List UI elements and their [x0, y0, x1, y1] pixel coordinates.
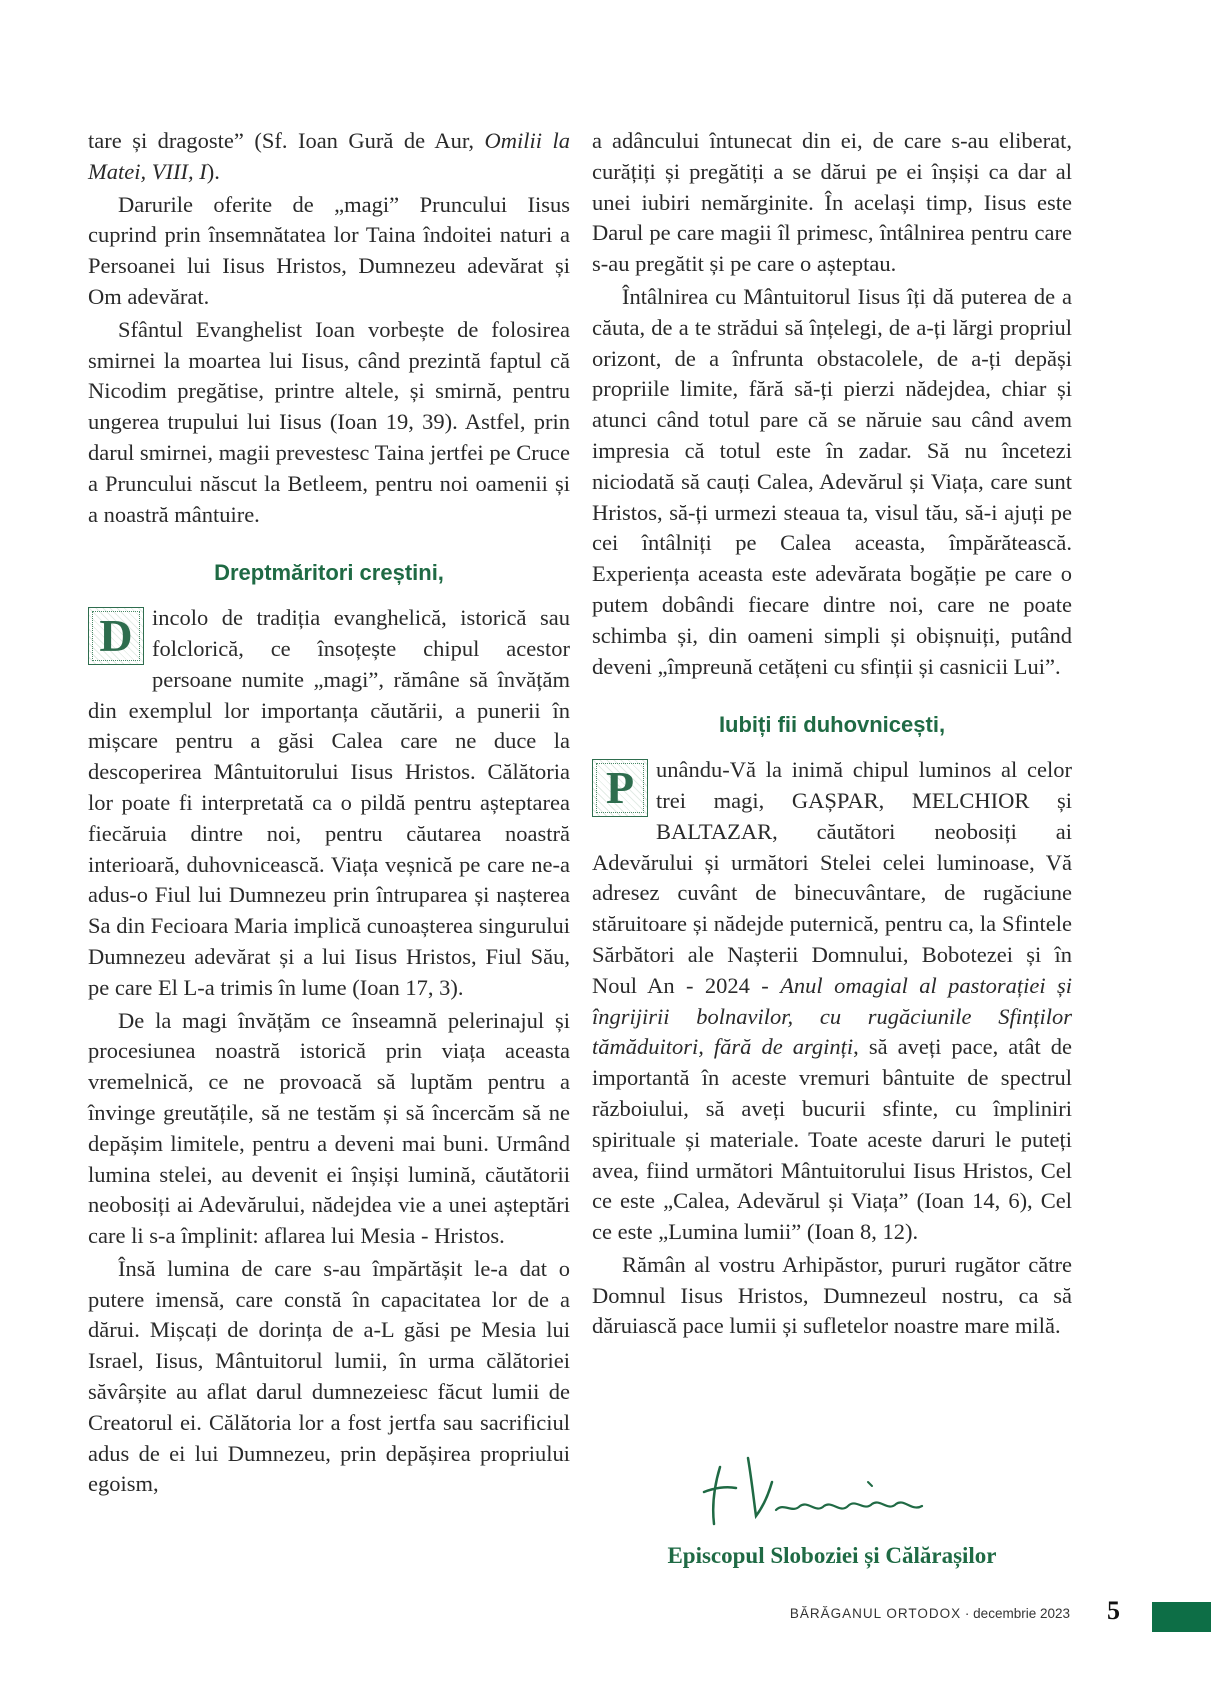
signer-title: Episcopul Sloboziei și Călărașilor [667, 1543, 997, 1568]
page-number: 5 [1107, 1596, 1120, 1625]
paragraph: De la magi învățăm ce înseamnă pelerinajul și procesiunea noastră istorică prin viața aceasta vremelnică, ce ne provoacă să luptăm pentru a învinge greutățile, să ne testăm și să încercăm să ne depășim limitele, pentru a deveni mai buni. Urmând lumina stelei, au devenit ei înșiși lumină, căutătorii neobosiți ai Adevărului, nădejdea vie a unei așteptări care li s-a împlinit: aflarea lui Mesia - Hristos. [88, 1007, 570, 1249]
handwritten-signature [700, 1452, 950, 1532]
paragraph: Însă lumina de care s-au împărtășit le-a dat o putere imensă, care constă în capacitatea lor de a dărui. Mișcați de dorința de a-L găsi pe Mesia lui Israel, Iisus, Mântuitorul lumii, în urma călătoriei săvârșite au aflat darul dumnezeiesc făcut lumii de Creatorul ei. Călătoria lor a fost jertfa sau sacrificiul adus de ei lui Dumnezeu, prin depășirea propriului egoism, [88, 1255, 570, 1497]
section-heading: Iubiți fii duhovnicești, [718, 712, 946, 738]
left-column [88, 126, 570, 1500]
footer-separator: · [961, 1606, 974, 1621]
paragraph: Întâlnirea cu Mântuitorul Iisus îți dă puterea de a căuta, de a te strădui să înțelegi, de a-ți lărgi propriul orizont, de a înfrunta obstacolele, de a-ți depăși propriile limite, fără să-ți pierzi nădejdea, chiar și atunci când totul pare că se năruie sau când avem impresia că totul este în zadar. Să nu încetezi niciodată să cauți Calea, Adevărul și Viața, care sunt Hristos, să-ți urmezi steaua ta, visul tău, să-i ajuți pe cei întâlniți pe Calea aceasta, împărătească. Experiența aceasta este adevărata bogăție pe care o putem dobândi fiecare dintre noi, care ne poate schimba și, din oameni simpli și obișnuiți, putând deveni „împreună cetățeni cu sfinții și casnicii Lui”. [592, 283, 1072, 679]
section-heading: Dreptmăritori creștini, [214, 560, 444, 586]
running-footer [700, 1606, 1070, 1621]
italic-phrase: Anul omagial al pastorației și îngrijirii bolnavilor, cu rugăciunile Sfinților tămăduitori, fără de arginți [592, 972, 1072, 1060]
footer-accent-bar [1152, 1602, 1211, 1632]
issue-date: decembrie 2023 [973, 1606, 1070, 1621]
paragraph: a adâncului întunecat din ei, de care s-au eliberat, curățiți și pregătiți a se dărui pe ei înșiși ca dar al unei iubiri nemărginite. În același timp, Iisus este Darul pe care magii îl primesc, întâlnirea pentru care s-au pregătit și pe care o așteptau. [592, 128, 1072, 277]
paragraph: Sfântul Evanghelist Ioan vorbește de folosirea smirnei la moartea lui Iisus, când prezintă faptul că Nicodim pregătise, printre altele, și smirnă, pentru ungerea trupului lui Iisus (Ioan 19, 39). Astfel, prin darul smirnei, magii prevestesc Taina jertfei pe Cruce a Pruncului născut la Betleem, pentru noi oamenii și a noastră mântuire. [88, 316, 570, 527]
paragraph: tare și dragoste” (Sf. Ioan Gură de Aur, Omilii la Matei, VIII, I). [88, 128, 570, 184]
right-column [592, 126, 1072, 1342]
drop-cap-initial: D [88, 607, 144, 665]
paragraph: P unându-Vă la inimă chipul luminos al celor trei magi, GAȘPAR, MELCHIOR și BALTAZAR, căutători neobosiți ai Adevărului și următori Stelei celei luminoase, Vă adresez cuvânt de binecuvântare, de rugăciune stăruitoare și nădejde puternică, pentru ca, la Sfintele Sărbători ale Nașterii Domnului, Bobotezei și în Noul An - 2024 - Anul omagial al pastorației și îngrijirii bolnavilor, cu rugăciunile Sfinților tămăduitori, fără de arginți, să aveți pace, atât de importantă în aceste vremuri bântuite de spectrul războiului, să aveți bucurii sfinte, cu împliniri spirituale și materiale. Toate aceste daruri le puteți avea, fiind următori Mântuitorului Iisus Hristos, Cel ce este „Calea, Adevărul și Viața” (Ioan 14, 6), Cel ce este „Lumina lumii” (Ioan 8, 12). [592, 757, 1072, 1245]
paragraph: Darurile oferite de „magi” Pruncului Iisus cuprind prin însemnătatea lor Taina îndoitei naturi a Persoanei lui Iisus Hristos, Dumnezeu adevărat și Om adevărat. [88, 191, 570, 309]
paragraph: D incolo de tradiția evanghelică, istorică sau folclorică, ce însoțește chipul acestor persoane numite „magi”, rămâne să învățăm din exemplul lor importanța căutării, a punerii în mișcare pentru a găsi Calea care ne duce la descoperirea Mântuitorului Iisus Hristos. Călătoria lor poate fi interpretată ca o pildă pentru așteptarea fiecăruia dintre noi, pentru căutarea noastră interioară, duhovnicească. Viața veșnică pe care ne-a adus-o Fiul lui Dumnezeu prin întruparea și nașterea Sa din Fecioara Maria implică cunoașterea singurului Dumnezeu adevărat și a lui Iisus Hristos, Fiul Său, pe care El L-a trimis în lume (Ioan 17, 3). [88, 605, 570, 1000]
paragraph: Rămân al vostru Arhipăstor, pururi rugător către Domnul Iisus Hristos, Dumnezeul nostru, ca să dăruiască pace lumii și sufletelor noastre mare milă. [592, 1251, 1072, 1339]
drop-cap-initial: P [592, 759, 648, 817]
citation: Omilii la Matei, VIII, I [88, 128, 570, 184]
publication-name: BĂRĂGANUL ORTODOX [789, 1606, 962, 1621]
